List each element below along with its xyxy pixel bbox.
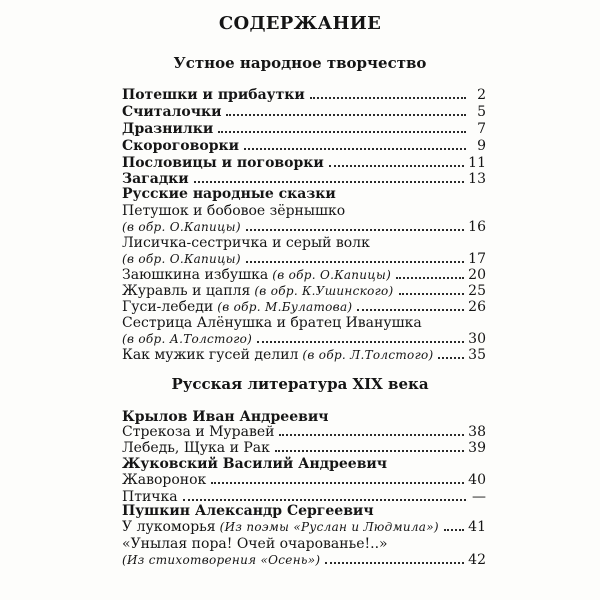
entry-title: Лебедь, Щука и Рак <box>122 440 270 456</box>
entry-title: Заюшкина избушка <box>122 267 269 283</box>
section-title-literature: Русская литература XIX века <box>171 375 429 393</box>
leader-dots <box>183 499 466 501</box>
page-number: 30 <box>468 331 486 347</box>
page-number: 2 <box>477 87 486 103</box>
tales-heading: Русские народные сказки <box>122 186 336 202</box>
page-number: 26 <box>468 299 486 315</box>
page-number: 41 <box>468 519 486 535</box>
tale-title[interactable]: Сестрица Алёнушка и братец Иванушка <box>122 315 422 331</box>
page-number: 40 <box>468 472 486 488</box>
entry-title: Пословицы и поговорки <box>122 155 324 171</box>
tale-title[interactable]: Лисичка-сестричка и серый волк <box>122 235 370 251</box>
entry-title: Журавль и цапля <box>122 283 251 299</box>
entry-note: (Из поэмы «Руслан и Людмила») <box>219 520 439 534</box>
entry-title: Гуси-лебеди <box>122 299 214 315</box>
entry-title: Как мужик гусей делил <box>122 347 299 363</box>
entry-note: (в обр. К.Ушинского) <box>254 284 394 298</box>
page-number: 5 <box>477 104 486 120</box>
toc-entry[interactable] <box>122 552 486 571</box>
leader-dots <box>211 482 464 484</box>
section-title-folk: Устное народное творчество <box>173 54 427 72</box>
entry-title: Дразнилки <box>122 121 214 137</box>
author-heading: Пушкин Александр Сергеевич <box>122 503 374 519</box>
page-number: 7 <box>477 121 486 137</box>
page-title: СОДЕРЖАНИЕ <box>218 13 382 34</box>
entry-title: Жаворонок <box>122 472 207 488</box>
leader-dots <box>275 450 464 452</box>
page-number: 20 <box>468 267 486 283</box>
leader-dots <box>325 562 464 564</box>
page-number: 35 <box>468 347 486 363</box>
entry-note: (в обр. М.Булатова) <box>217 300 353 314</box>
entry-title: У лукоморья <box>122 519 216 535</box>
leader-dots <box>357 309 464 311</box>
toc-entry[interactable] <box>122 347 486 366</box>
entry-title: Потешки и прибаутки <box>122 87 305 103</box>
leader-dots <box>399 293 465 295</box>
leader-dots <box>279 434 464 436</box>
leader-dots <box>438 357 464 359</box>
entry-note: (в обр. О.Капицы) <box>272 268 392 282</box>
leader-dots <box>218 131 466 133</box>
entry-title: Скороговорки <box>122 138 239 154</box>
page-number: 13 <box>468 171 486 187</box>
entry-title: Считалочки <box>122 104 222 120</box>
entry-title: Загадки <box>122 171 189 187</box>
page-number: 42 <box>468 552 486 568</box>
entry-title: Птичка <box>122 489 178 505</box>
leader-dots <box>396 277 464 279</box>
leader-dots <box>444 529 464 531</box>
entry-note: (в обр. А.Толстого) <box>122 332 253 346</box>
page-number: 38 <box>468 424 486 440</box>
entry-note: (в обр. О.Капицы) <box>122 252 241 266</box>
tale-title[interactable]: Петушок и бобовое зёрнышко <box>122 203 346 219</box>
author-heading: Жуковский Василий Андреевич <box>122 456 388 472</box>
leader-dots <box>257 341 464 343</box>
page-number: 39 <box>468 440 486 456</box>
leader-dots <box>329 165 464 167</box>
leader-dots <box>246 261 464 263</box>
page-number: — <box>472 489 486 505</box>
author-heading: Крылов Иван Андреевич <box>122 409 329 425</box>
entry-note: (в обр. Л.Толстого) <box>302 348 434 362</box>
leader-dots <box>246 229 464 231</box>
leader-dots <box>244 148 466 150</box>
page-number: 11 <box>468 155 486 171</box>
page-number: 9 <box>477 138 486 154</box>
entry-note: (в обр. О.Капицы) <box>122 220 241 234</box>
page-number: 16 <box>468 219 486 235</box>
entry-title: Стрекоза и Муравей <box>122 424 275 440</box>
poem-title[interactable]: «Унылая пора! Очей очарованье!..» <box>122 536 388 552</box>
leader-dots <box>310 97 466 99</box>
leader-dots <box>226 114 466 116</box>
page-number: 25 <box>468 283 486 299</box>
entry-note: (Из стихотворения «Осень») <box>122 553 321 567</box>
page-number: 17 <box>468 251 486 267</box>
leader-dots <box>194 181 465 183</box>
